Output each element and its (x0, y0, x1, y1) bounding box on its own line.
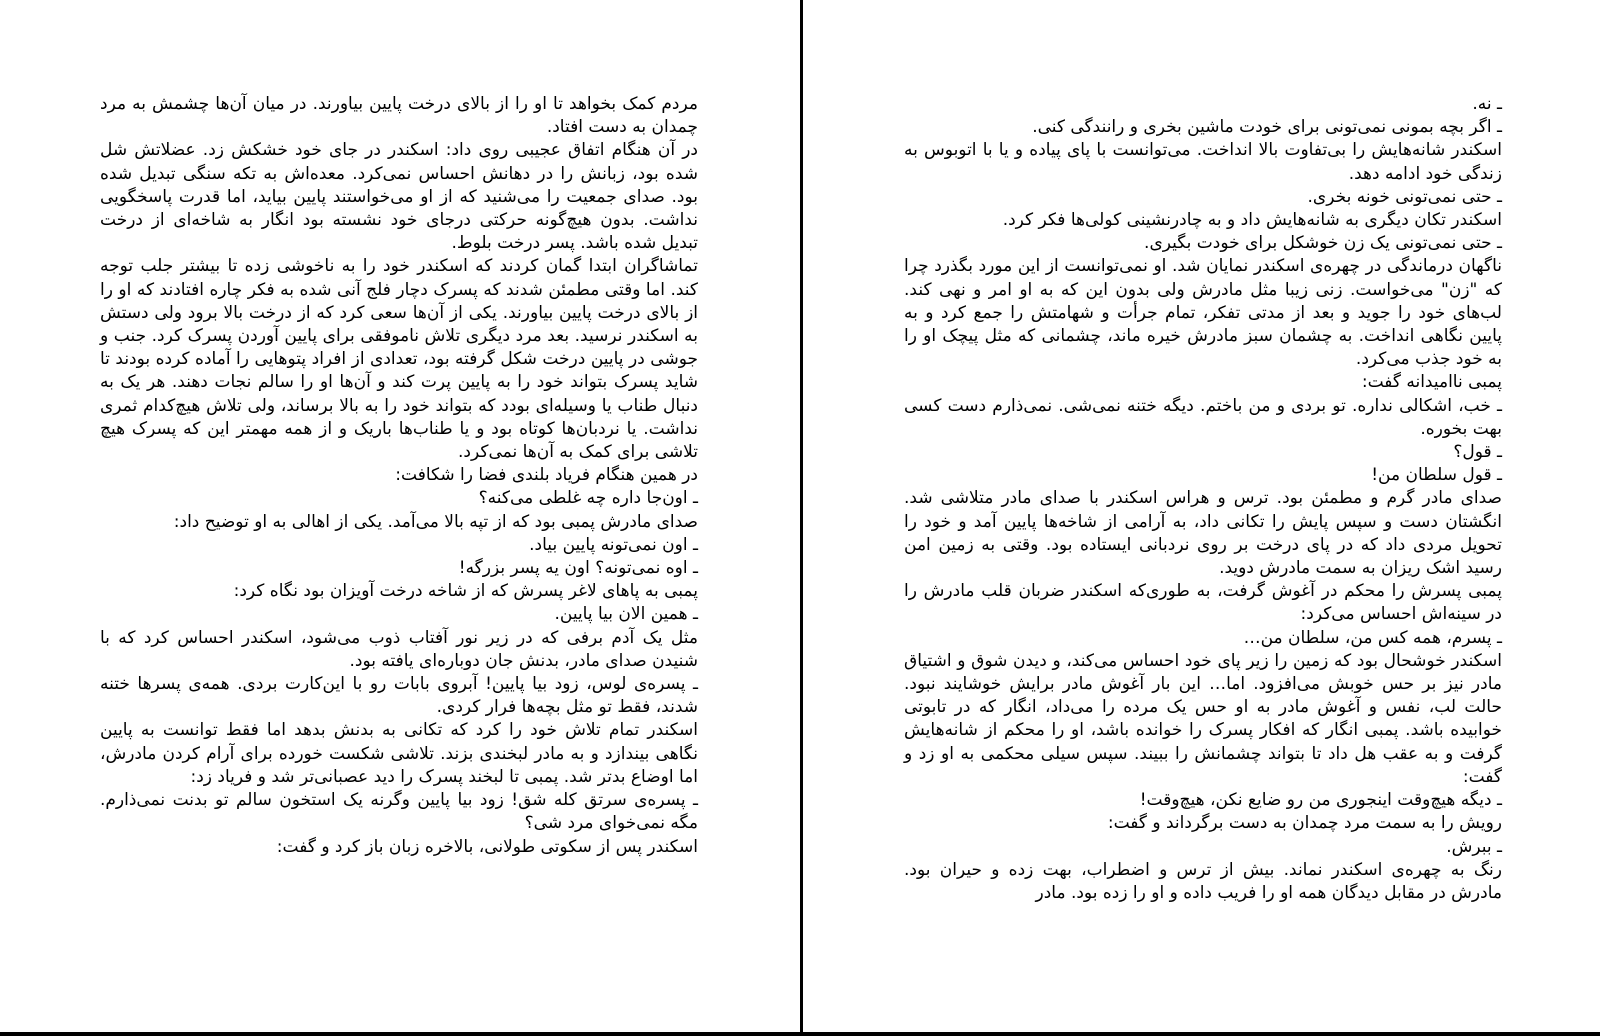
paragraph: در آن هنگام اتفاق عجیبی روی داد: اسکندر در جای خود خشکش زد. عضلاتش شل شده بود، زبانش را در دهانش احساس نمی‌کرد. معده‌اش به تکه سنگی تبدیل شده بود. صدای جمعیت را می‌شنید که از او می‌خواستند پایین بیاید، اما قدرت پاسخگویی نداشت. بدون هیچ‌گونه حرکتی درجای خود نشسته بود انگار به شاخه‌ای از درخت تبدیل شده باشد. پسر درخت بلوط. (100, 140, 698, 254)
left-page (100, 93, 698, 859)
paragraph: اسکندر شانه‌هایش را بی‌تفاوت بالا انداخت. می‌توانست با پای پیاده و یا با اتوبوس به زندگی خود ادامه دهد. (904, 140, 1502, 184)
dialogue-line: ـ قول سلطان من! (1371, 465, 1502, 486)
paragraph: مثل یک آدم برفی که در زیر نور آفتاب ذوب می‌شود، اسکندر احساس کرد که با شنیدن صدای مادر، بدنش جان دوباره‌ای یافته بود. (100, 627, 698, 671)
paragraph: رنگ به چهره‌ی اسکندر نماند. بیش از ترس و اضطراب، بهت زده و حیران بود. مادرش در مقابل دیدگان همه او را فریب داده و او را زده بود. مادر (904, 859, 1502, 903)
paragraph: صدای مادر گرم و مطمئن بود. ترس و هراس اسکندر با صدای مادر متلاشی شد. انگشتان دست و سپس پایش را تکانی داد، به آرامی از شاخه‌ها پایین آمد و خود را تحویل مردی داد که در پای درخت بر روی نردبانی ایستاده بود. وقتی به زمین امن رسید اشک ریزان به سمت مادرش دوید. (904, 488, 1502, 579)
paragraph: ناگهان درماندگی در چهره‌ی اسکندر نمایان شد. او نمی‌توانست از این مورد بگذرد چرا که "زن" می‌خواست. زنی زیبا مثل مادرش ولی بدون این که به او امر و نهی کند. لب‌های خود را جوید و بعد از مدتی تفکر، تمام جرأت و شهامتش را جمع کرد و به پایین نگاهی انداخت. به چشمان سبز مادرش خیره ماند، چشمانی که مثل پیچک او را به خود جذب می‌کرد. (904, 256, 1502, 370)
paragraph: رویش را به سمت مرد چمدان به دست برگرداند و گفت: (1107, 813, 1502, 834)
dialogue-line: ـ پسرم، همه کس من، سلطان من… (1243, 627, 1502, 648)
dialogue-line: ـ خب، اشکالی نداره. تو بردی و من باختم. دیگه ختنه نمی‌شی. نمی‌ذارم دست کسی بهت بخوره. (904, 395, 1502, 439)
right-page (904, 93, 1502, 905)
dialogue-line: ـ حتی نمی‌تونی یک زن خوشکل برای خودت بگیری. (1144, 233, 1502, 254)
dialogue-line: ـ اوه نمی‌تونه؟ اون یه پسر بزرگه! (458, 558, 698, 579)
dialogue-line: ـ پسره‌ی لوس، زود بیا پایین! آبروی بابات رو با این‌کارت بردی. همه‌ی پسرها ختنه شدند، فقط تو مثل بچه‌ها فرار کردی. (100, 674, 698, 718)
paragraph: در همین هنگام فریاد بلندی فضا را شکافت: (395, 465, 698, 486)
dialogue-line: ـ اگر بچه بمونی نمی‌تونی برای خودت ماشین بخری و رانندگی کنی. (1032, 117, 1502, 138)
paragraph: پمبی ناامیدانه گفت: (1361, 372, 1502, 393)
paragraph: تماشاگران ابتدا گمان کردند که اسکندر خود را به ناخوشی زده تا بیشتر جلب توجه کند. اما وقتی مطمئن شدند که پسرک دچار فلج آنی شده به فکر چاره افتادند که او را از بالای درخت پایین بیاورند. یکی از آن‌ها سعی کرد که از درخت بالا برود ولی دستش به اسکندر نرسید. بعد مرد دیگری تلاش ناموفقی برای پایین آوردن پسرک کرد. جنب و جوشی در پایین درخت شکل گرفته بود، تعدادی از افراد پتوهایی را آماده کرده بودند تا شاید پسرک بتواند خود را به پایین پرت کند و آن‌ها او را سالم نجات دهند. هر یک به دنبال طناب یا وسیله‌ای بودد که بتواند خود را به بالا برساند، ولی تلاش هیچ‌کدام ثمری نداشت. یا نردبان‌ها کوتاه بود و یا طناب‌ها باریک و از همه مهمتر این که پسرک هیچ تلاشی برای کمک به آن‌ها نمی‌کرد. (100, 256, 698, 463)
paragraph: اسکندر تکان دیگری به شانه‌هایش داد و به چادرنشینی کولی‌ها فکر کرد. (1002, 210, 1502, 231)
paragraph: مردم کمک بخواهد تا او را از بالای درخت پایین بیاورند. در میان آن‌ها چشمش به مرد چمدان به دست افتاد. (100, 94, 698, 138)
dialogue-line: ـ ببرش. (1446, 836, 1502, 857)
paragraph: صدای مادرش پمبی بود که از تپه بالا می‌آمد. یکی از اهالی به او توضیح داد: (173, 511, 698, 532)
bottom-border (0, 1032, 1600, 1036)
paragraph: اسکندر خوشحال بود که زمین را زیر پای خود احساس می‌کند، و دیدن شوق و اشتیاق مادر نیز بر حس خوبش می‌افزود. اما… این بار آغوش مادر برایش خوشایند نبود. حالت لب، نفس و آغوش مادر به او حس یک مرده را می‌داد، انگار که در تابوتی خوابیده باشد. پمبی انگار که افکار پسرک را خوانده باشد، او را محکم از شانه‌هایش گرفت و به عقب هل داد تا بتواند چشمانش را ببیند. سپس سیلی محکمی به او زد و گفت: (904, 650, 1502, 787)
dialogue-line: ـ نه. (1472, 94, 1502, 114)
page-gutter-divider (800, 0, 803, 1036)
paragraph: اسکندر پس از سکوتی طولانی، بالاخره زبان باز کرد و گفت: (276, 836, 698, 857)
paragraph: پمبی پسرش را محکم در آغوش گرفت، به طوری‌که اسکندر ضربان قلب مادرش را در سینه‌اش احساس می‌کرد: (904, 581, 1502, 625)
dialogue-line: ـ حتی نمی‌تونی خونه بخری. (1307, 186, 1502, 207)
dialogue-line: ـ همین الان بیا پایین. (554, 604, 698, 625)
paragraph: پمبی به پاهای لاغر پسرش که از شاخه درخت آویزان بود نگاه کرد: (233, 581, 698, 602)
dialogue-line: ـ قول؟ (1453, 442, 1502, 463)
dialogue-line: ـ دیگه هیچ‌وقت اینجوری من رو ضایع نکن، هیچ‌وقت! (1139, 790, 1502, 811)
dialogue-line: ـ اون نمی‌تونه پایین بیاد. (529, 534, 698, 555)
dialogue-line: ـ اون‌جا داره چه غلطی می‌کنه؟ (478, 488, 698, 509)
paragraph: اسکندر تمام تلاش خود را کرد که تکانی به بدنش بدهد اما فقط توانست به پایین نگاهی بیندازد و به مادر لبخندی بزند. تلاشی شکست خورده برای آرام کردن مادرش، اما اوضاع بدتر شد. پمبی تا لبخند پسرک را دید عصبانی‌تر شد و فریاد زد: (100, 720, 698, 787)
dialogue-line: ـ پسره‌ی سرتق کله شق! زود بیا پایین وگرنه یک استخون سالم تو بدنت نمی‌ذارم. مگه نمی‌خوای مرد شی؟ (100, 790, 698, 834)
